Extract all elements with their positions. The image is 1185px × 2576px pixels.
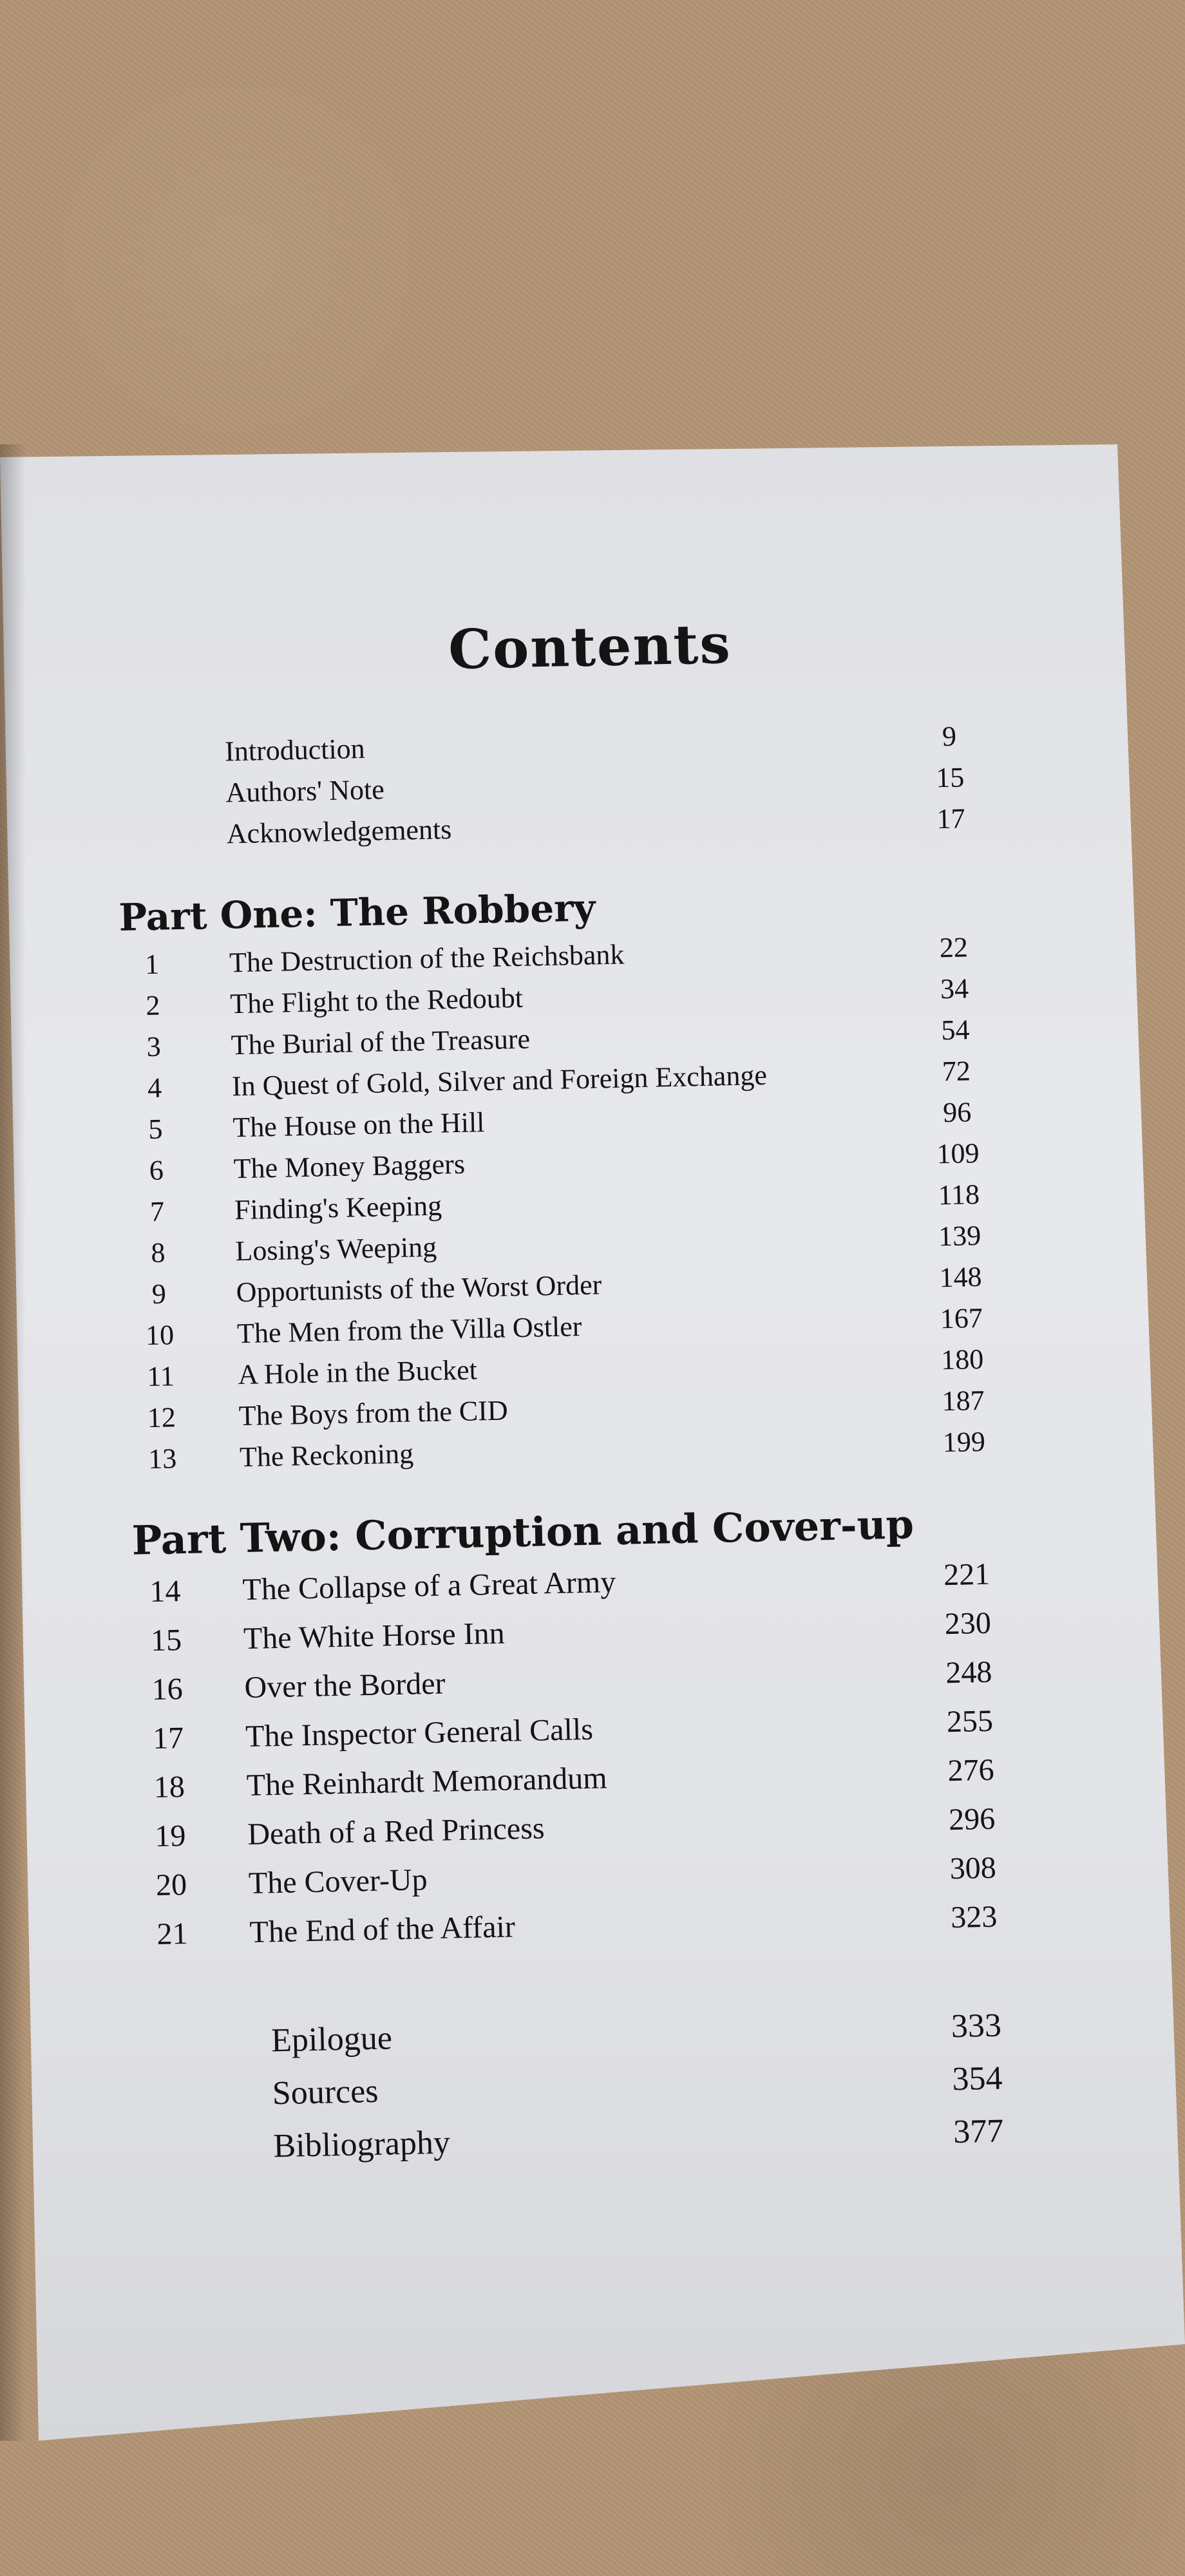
chapter-number: 1 (144, 948, 160, 981)
back-matter (142, 1996, 1175, 2175)
part-heading: Part Two: Corruption and Cover-up (131, 1501, 915, 1564)
chapter-number: 16 (151, 1672, 184, 1707)
chapter-title: The Money Baggers (233, 1148, 466, 1185)
chapter-title: The Men from the Villa Ostler (236, 1310, 582, 1350)
chapter-number: 19 (154, 1819, 186, 1854)
page-title: Contents (448, 611, 732, 682)
chapter-page: 230 (944, 1605, 992, 1642)
chapter-title: Opportunists of the Worst Order (236, 1269, 602, 1309)
chapter-number: 12 (147, 1401, 176, 1434)
chapter-page: 221 (943, 1557, 991, 1593)
chapter-number: 10 (145, 1319, 175, 1352)
entry-page: 354 (951, 2060, 1003, 2098)
part-heading: Part One: The Robbery (118, 886, 596, 940)
chapter-title: The White Horse Inn (243, 1616, 506, 1656)
chapter-page: 22 (939, 931, 969, 964)
chapter-title: The Boys from the CID (238, 1394, 509, 1432)
entry-title: Sources (272, 2072, 379, 2112)
front-matter (115, 712, 1148, 857)
chapter-page: 323 (950, 1899, 998, 1935)
chapter-title: The Collapse of a Great Army (242, 1564, 616, 1607)
chapter-number: 21 (156, 1917, 189, 1952)
part-one-section (118, 869, 1161, 1480)
chapter-page: 180 (940, 1343, 984, 1376)
chapter-title: The Reinhardt Memorandum (246, 1761, 608, 1803)
chapter-page: 255 (946, 1703, 994, 1739)
entry-title: Bibliography (272, 2124, 451, 2165)
chapter-number: 18 (153, 1770, 185, 1805)
entry-title: Authors' Note (225, 773, 385, 809)
entry-title: Introduction (224, 732, 366, 768)
chapter-page: 54 (940, 1014, 970, 1046)
entry-title: Acknowledgements (226, 813, 452, 850)
chapter-number: 7 (149, 1195, 165, 1227)
chapter-page: 167 (940, 1302, 983, 1335)
chapter-page: 308 (949, 1850, 997, 1886)
chapter-number: 2 (145, 989, 160, 1022)
chapter-title: In Quest of Gold, Silver and Foreign Exchange (231, 1059, 768, 1103)
chapter-title: The Burial of the Treasure (231, 1023, 531, 1061)
chapter-number: 4 (147, 1072, 162, 1104)
chapter-page: 118 (938, 1179, 980, 1211)
chapter-page: 248 (945, 1654, 992, 1690)
chapter-number: 9 (151, 1278, 167, 1310)
chapter-title: The End of the Affair (249, 1909, 516, 1949)
chapter-title: Finding's Keeping (234, 1189, 442, 1226)
chapter-title: The Cover-Up (248, 1862, 428, 1901)
chapter-page: 139 (938, 1219, 981, 1253)
chapter-number: 13 (147, 1443, 177, 1475)
chapter-title: The Reckoning (239, 1437, 414, 1473)
entry-title: Epilogue (270, 2020, 393, 2060)
chapter-page: 276 (947, 1752, 995, 1788)
chapter-number: 3 (146, 1030, 162, 1063)
entry-page: 15 (935, 761, 965, 794)
entry-page: 17 (936, 802, 966, 835)
chapter-number: 15 (150, 1623, 182, 1658)
chapter-page: 199 (942, 1425, 986, 1459)
chapter-page: 109 (936, 1137, 980, 1170)
entry-page: 333 (951, 2007, 1002, 2045)
chapter-title: Death of a Red Princess (247, 1811, 545, 1852)
chapter-number: 14 (149, 1574, 182, 1609)
chapter-number: 17 (152, 1721, 184, 1756)
chapter-title: The Destruction of the Reichsbank (229, 938, 625, 979)
chapter-title: A Hole in the Bucket (237, 1354, 478, 1391)
chapter-number: 8 (150, 1236, 166, 1269)
entry-page: 9 (942, 720, 957, 753)
chapter-title: The House on the Hill (232, 1106, 485, 1144)
chapter-page: 96 (942, 1096, 972, 1129)
chapter-page: 72 (942, 1055, 971, 1088)
chapter-page: 148 (939, 1260, 983, 1294)
chapter-page: 187 (942, 1384, 985, 1417)
table-of-contents (113, 603, 1175, 2175)
chapter-number: 6 (149, 1154, 164, 1186)
chapter-title: Over the Border (244, 1666, 446, 1705)
chapter-title: The Inspector General Calls (245, 1712, 594, 1754)
chapter-number: 11 (146, 1360, 175, 1393)
chapter-number: 5 (147, 1113, 163, 1146)
chapter-page: 34 (940, 972, 969, 1005)
chapter-title: The Flight to the Redoubt (229, 981, 524, 1020)
part-two-section (131, 1492, 1171, 1959)
chapter-title: Losing's Weeping (234, 1231, 437, 1267)
chapter-number: 20 (155, 1868, 187, 1903)
chapter-page: 296 (948, 1801, 996, 1837)
entry-page: 377 (953, 2112, 1004, 2151)
